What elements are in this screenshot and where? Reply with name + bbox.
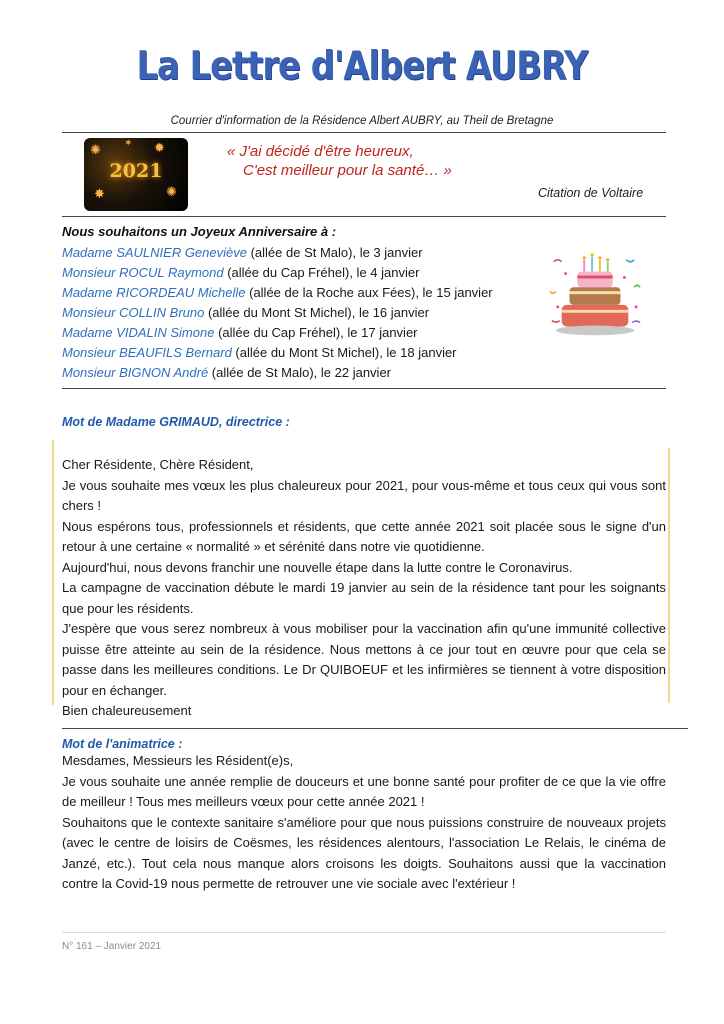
quote-line-2: C'est meilleur pour la santé… » [243, 162, 452, 179]
animator-paragraph: Mesdames, Messieurs les Résident(e)s, [62, 753, 294, 768]
birthday-detail: (allée du Cap Fréhel), le 17 janvier [214, 325, 418, 340]
birthday-heading: Nous souhaitons un Joyeux Anniversaire à : [62, 224, 337, 239]
birthday-item [62, 323, 493, 343]
firework-icon: ✹ [154, 140, 165, 155]
margin-mark [668, 448, 670, 703]
firework-icon: ✶ [124, 138, 133, 149]
birthday-detail: (allée de la Roche aux Fées), le 15 janvier [245, 285, 493, 300]
birthday-detail: (allée de St Malo), le 22 janvier [208, 365, 391, 380]
director-message [62, 455, 666, 722]
director-paragraph: La campagne de vaccination débute le mardi 19 janvier au sein de la résidence tant pour les soignants que pour les résidents. [62, 580, 666, 616]
quote-line-1: « J'ai décidé d'être heureux, [227, 143, 414, 160]
firework-icon: ✺ [166, 184, 177, 199]
director-paragraph: Aujourd'hui, nous devons franchir une nouvelle étape dans la lutte contre le Coronavirus. [62, 559, 573, 575]
animator-paragraph: Je vous souhaite une année remplie de douceurs et une bonne santé pour profiter de ce que la vie offre de meilleur ! Tous mes meilleurs vœux pour cette année 2021 ! [62, 773, 666, 809]
firework-icon: ✺ [90, 142, 101, 157]
animator-paragraph: Souhaitons que le contexte sanitaire s'améliore pour que nous puissions construire de nouveaux projets (avec le centre de loisirs de Coësmes, les résidences alentours, l'association Le Relais, le cinéma de Janzé, etc.). Tout cela nous manque alors croisons les doigts. Souhaitons aussi que la vaccination contre la Covid-19 nous permette de retrouver une vie sociale avec l'extérieur ! [62, 814, 666, 891]
logo-year: 2021 [109, 160, 163, 182]
header-divider [62, 132, 666, 133]
director-paragraph: Cher Résidente, Chère Résident, [62, 457, 254, 472]
birthday-detail: (allée de St Malo), le 3 janvier [246, 245, 423, 260]
birthday-item [62, 343, 493, 363]
margin-mark [52, 440, 54, 705]
director-paragraph: Bien chaleureusement [62, 703, 192, 718]
firework-icon: ✸ [94, 186, 105, 201]
birthday-name: Monsieur BEAUFILS Bernard [62, 345, 232, 360]
director-heading: Mot de Madame GRIMAUD, directrice : [62, 415, 290, 429]
birthday-cake-icon [546, 252, 644, 350]
birthday-divider [62, 388, 666, 389]
new-year-image [84, 138, 188, 211]
birthday-name: Monsieur ROCUL Raymond [62, 265, 224, 280]
birthday-item [62, 263, 493, 283]
quote-author: Citation de Voltaire [538, 186, 644, 200]
issue-number: N° 161 – Janvier 2021 [62, 941, 162, 952]
birthday-detail: (allée du Mont St Michel), le 16 janvier [204, 305, 430, 320]
birthday-item [62, 243, 493, 263]
birthday-detail: (allée du Cap Fréhel), le 4 janvier [223, 265, 420, 280]
birthday-detail: (allée du Mont St Michel), le 18 janvier [231, 345, 457, 360]
birthday-name: Madame VIDALIN Simone [62, 325, 215, 340]
quote-divider [62, 216, 666, 217]
newsletter-title: La Lettre d'Albert AUBRY [136, 44, 588, 89]
birthday-name: Madame SAULNIER Geneviève [62, 245, 247, 260]
birthday-name: Monsieur BIGNON André [62, 365, 209, 380]
animator-heading: Mot de l'animatrice : [62, 737, 183, 751]
birthday-name: Monsieur COLLIN Bruno [62, 305, 205, 320]
birthday-item [62, 303, 493, 323]
animator-message [62, 751, 666, 895]
birthday-list [62, 243, 493, 383]
newsletter-subtitle: Courrier d'information de la Résidence Albert AUBRY, au Theil de Bretagne [170, 115, 554, 127]
director-paragraph: Nous espérons tous, professionnels et résidents, que cette année 2021 soit placée sous le signe d'un retour à une certaine « normalité » et sérénité dans notre vie quotidienne. [62, 518, 666, 554]
birthday-name: Madame RICORDEAU Michelle [62, 285, 246, 300]
birthday-item [62, 363, 493, 383]
director-divider [62, 728, 688, 729]
director-paragraph: J'espère que vous serez nombreux à vous mobiliser pour la vaccination afin qu'une immunité collective puisse être atteinte au sein de la résidence. Nous mettons à ce jour tout en œuvre pour que cela se passe dans les meilleures conditions. Le Dr QUIBOEUF et les infirmières se tiennent à votre disposition pour en échanger. [62, 621, 666, 698]
footer-divider [62, 932, 666, 933]
birthday-item [62, 283, 493, 303]
director-paragraph: Je vous souhaite mes vœux les plus chaleureux pour 2021, pour vous-même et tous ceux qui vous sont chers ! [62, 477, 666, 513]
